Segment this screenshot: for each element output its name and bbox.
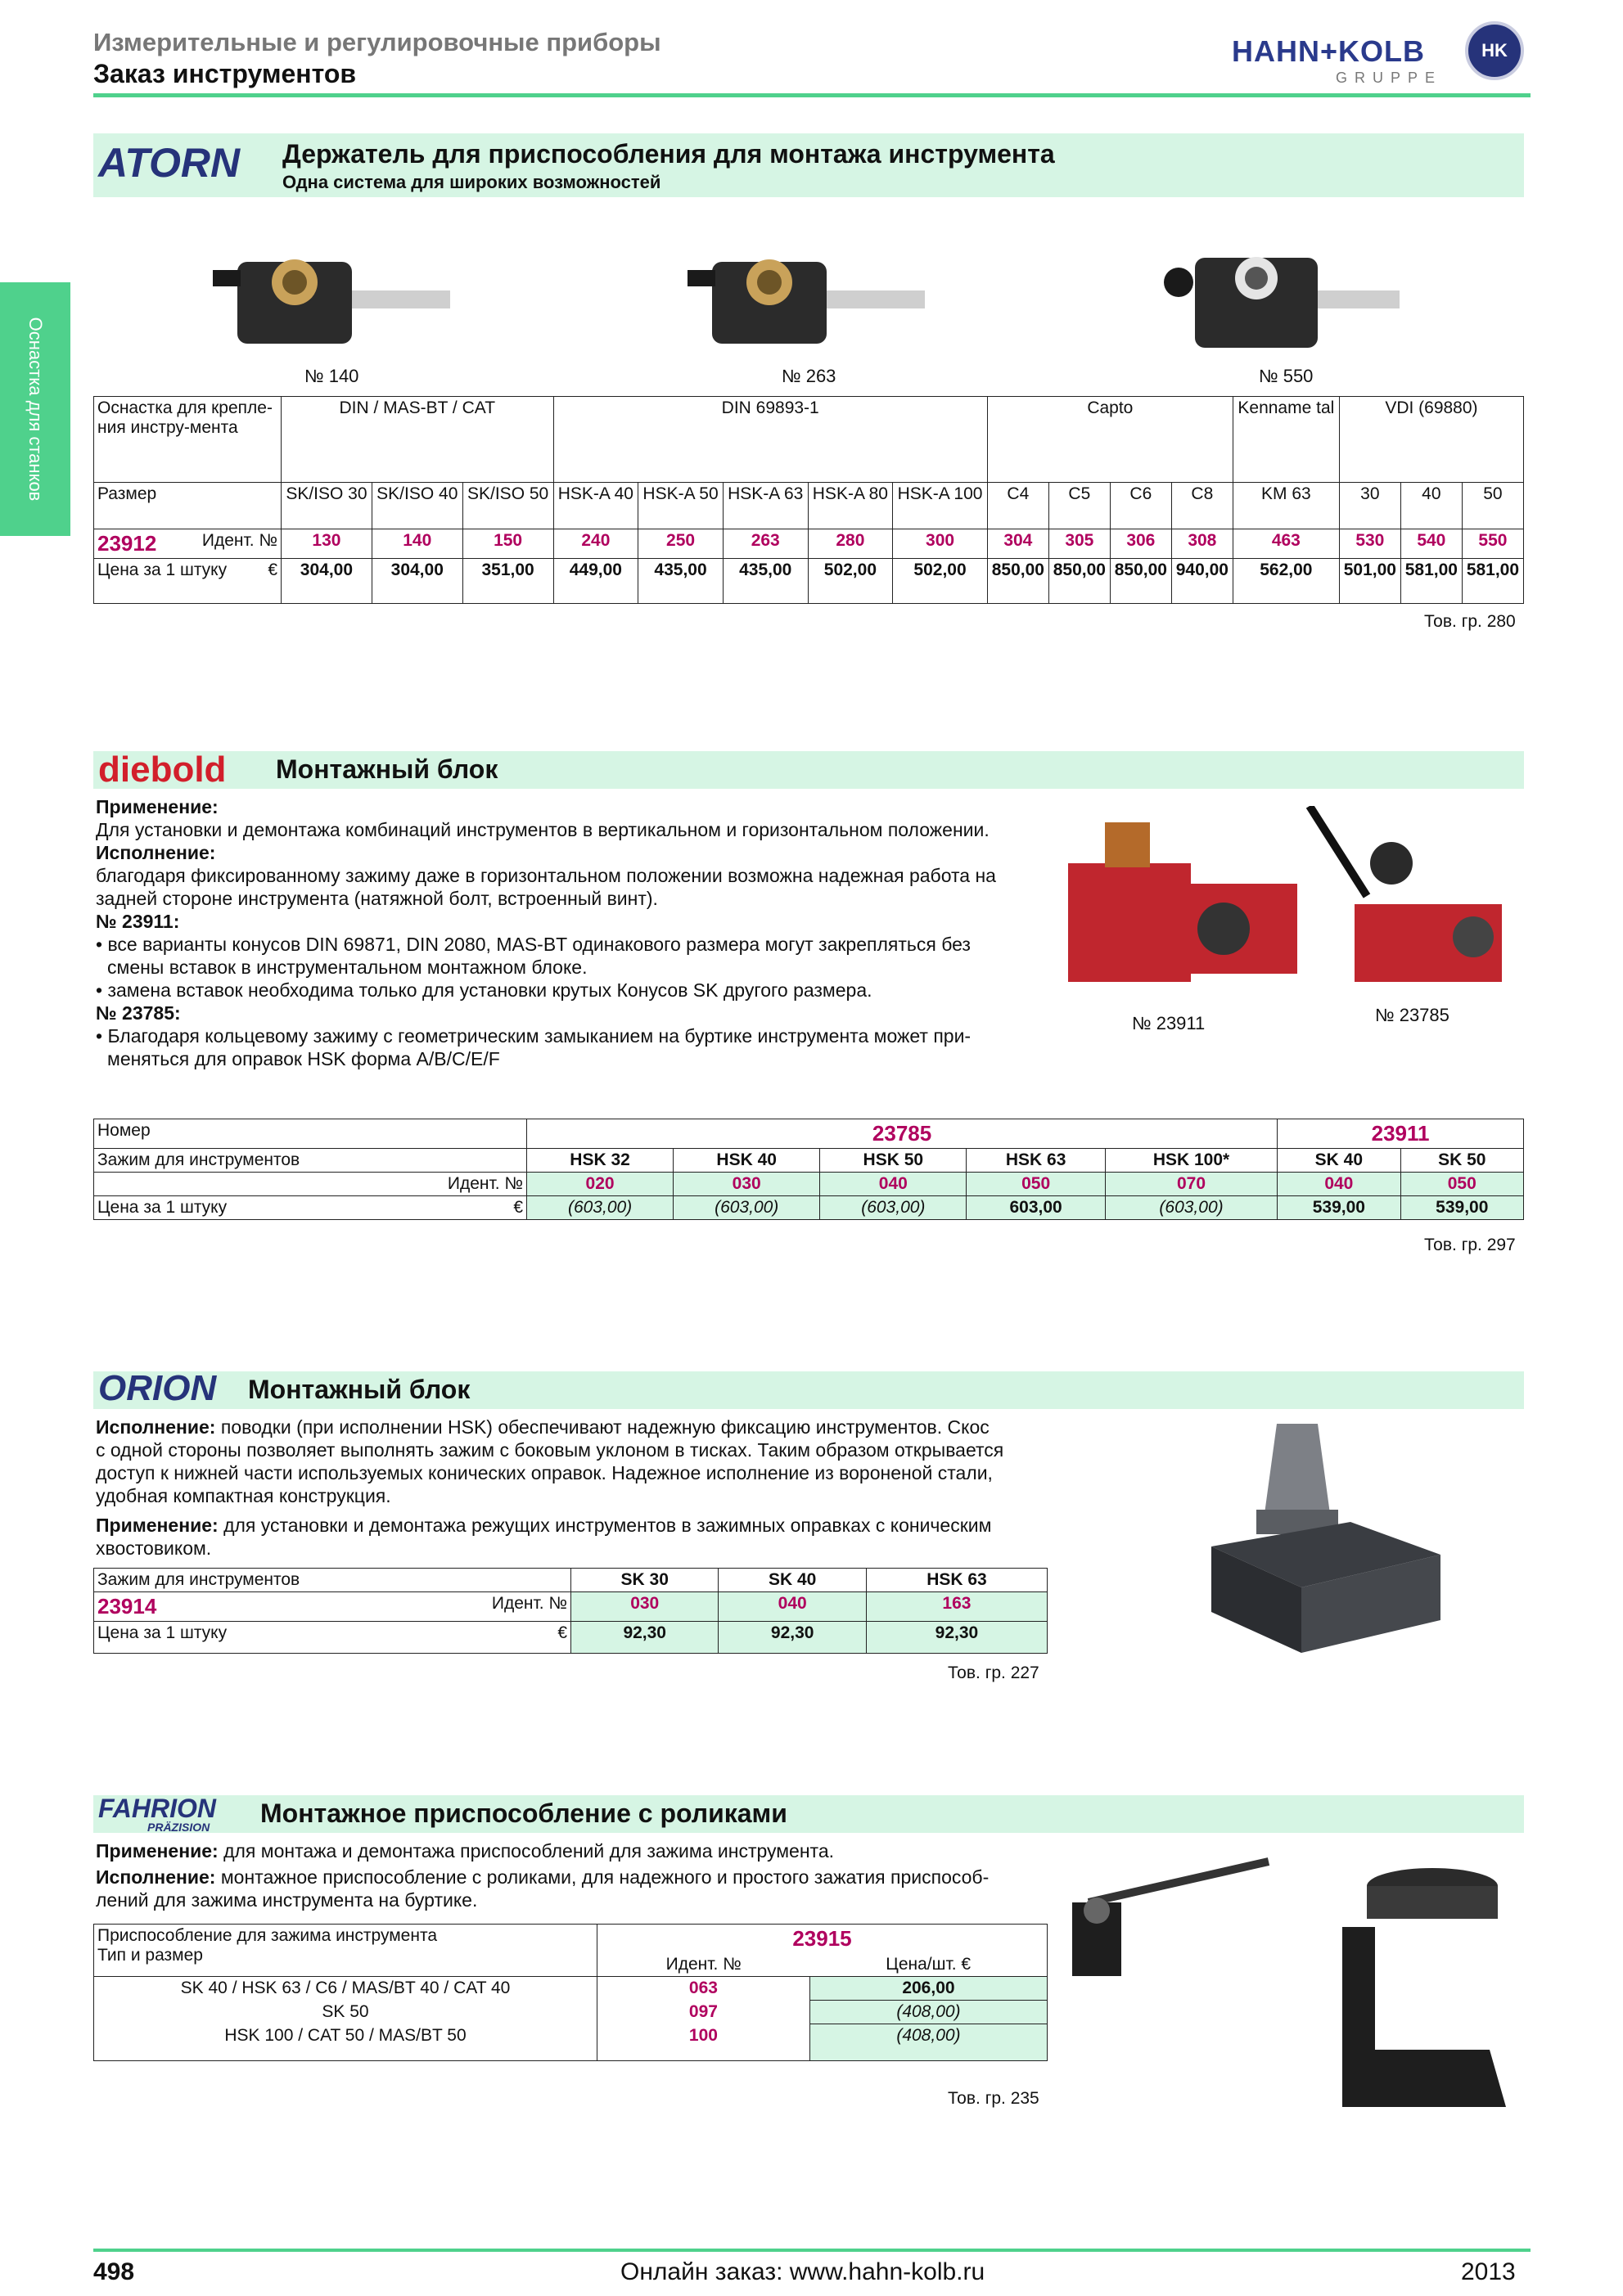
ident-cell: 070 bbox=[1105, 1173, 1277, 1196]
article-number: 23785 bbox=[527, 1119, 1278, 1149]
price-cell: 850,00 bbox=[987, 559, 1048, 604]
fahrion-logo: FAHRION bbox=[98, 1794, 216, 1823]
article-cell bbox=[94, 1592, 571, 1622]
price-cell: (603,00) bbox=[1105, 1196, 1277, 1220]
ident-cell: 050 bbox=[967, 1173, 1106, 1196]
table-row bbox=[94, 559, 1524, 604]
row-label-size: Размер bbox=[94, 483, 282, 529]
clamp-cell: HSK 63 bbox=[866, 1569, 1047, 1592]
price-cell: 304,00 bbox=[372, 559, 462, 604]
price-cell: 435,00 bbox=[638, 559, 724, 604]
ident-cell: 306 bbox=[1110, 529, 1171, 559]
price-cell: (603,00) bbox=[820, 1196, 967, 1220]
group-header: Capto bbox=[987, 397, 1233, 483]
size-cell: C6 bbox=[1110, 483, 1171, 529]
app-text: Для установки и демонтажа комбинаций инструментов в вертикальном и горизонтальном положении. bbox=[96, 819, 990, 840]
price-cell: 502,00 bbox=[808, 559, 893, 604]
bullet-text: • все варианты конусов DIN 69871, DIN 2080, MAS-BT одинакового размера могут закрепляться без bbox=[96, 934, 971, 955]
table-row bbox=[94, 2024, 1048, 2061]
table-row bbox=[94, 397, 1524, 483]
order-link[interactable]: Онлайн заказ: www.hahn-kolb.ru bbox=[620, 2258, 985, 2285]
price-label: Цена за 1 штуку bbox=[97, 560, 228, 579]
table-row bbox=[94, 483, 1524, 529]
table-row bbox=[94, 2001, 1048, 2024]
ident-label: Идент. № bbox=[491, 1594, 567, 1613]
ident-cell: 040 bbox=[820, 1173, 967, 1196]
price-label-cell bbox=[94, 559, 282, 604]
app-text: хвостовиком. bbox=[96, 1537, 212, 1559]
row-label-number: Номер bbox=[94, 1119, 527, 1149]
hahn-kolb-logo-text: HAHN+KOLB bbox=[1232, 34, 1426, 68]
ident-cell: 463 bbox=[1233, 529, 1339, 559]
logo-gruppe: GRUPPE bbox=[1336, 70, 1443, 86]
clamp-cell: HSK 32 bbox=[527, 1149, 674, 1173]
ident-cell: 550 bbox=[1462, 529, 1523, 559]
section3-title: Монтажный блок bbox=[248, 1375, 471, 1404]
app-label: Применение: bbox=[96, 796, 219, 817]
exec-text: задней стороне инструмента (натяжной болт, встроенный винт). bbox=[96, 888, 658, 909]
clamp-cell: SK 40 bbox=[1278, 1149, 1400, 1173]
size-cell: HSK-A 40 bbox=[553, 483, 638, 529]
row-label-clamp: Зажим для инструментов bbox=[94, 1149, 527, 1173]
size-cell: SK/ISO 30 bbox=[282, 483, 372, 529]
price-cell: 603,00 bbox=[967, 1196, 1106, 1220]
ident-cell: 240 bbox=[553, 529, 638, 559]
ident-cell: 063 bbox=[597, 1977, 810, 2001]
section1-subtitle: Одна система для широких возможностей bbox=[282, 172, 661, 192]
article-number: 23914 bbox=[97, 1594, 157, 1618]
price-cell: 92,30 bbox=[719, 1622, 866, 1654]
header-divider bbox=[93, 93, 1531, 97]
exec-label: Исполнение: bbox=[96, 842, 216, 863]
ident-cell: 050 bbox=[1400, 1173, 1523, 1196]
page-number: 498 bbox=[93, 2258, 135, 2285]
price-label: Цена за 1 штуку bbox=[97, 1623, 228, 1642]
currency-symbol: € bbox=[268, 560, 277, 579]
price-cell: 435,00 bbox=[723, 559, 808, 604]
product-group: Тов. гр. 227 bbox=[948, 1663, 1039, 1682]
exec-text: поводки (при исполнении HSK) обеспечивают надежную фиксацию инструментов. Скос bbox=[215, 1416, 990, 1438]
price-cell: 850,00 bbox=[1048, 559, 1110, 604]
price-cell: 940,00 bbox=[1171, 559, 1233, 604]
ident-cell: 280 bbox=[808, 529, 893, 559]
ident-cell: 263 bbox=[723, 529, 808, 559]
price-cell: 449,00 bbox=[553, 559, 638, 604]
currency-symbol: € bbox=[557, 1623, 567, 1642]
caption-550: № 550 bbox=[1259, 366, 1314, 386]
price-cell: 539,00 bbox=[1400, 1196, 1523, 1220]
size-cell: SK/ISO 40 bbox=[372, 483, 462, 529]
app-text: для установки и демонтажа режущих инструментов в зажимных оправках с коническим bbox=[218, 1515, 992, 1536]
mounting-block-images bbox=[1064, 806, 1522, 1015]
side-tab-label: Оснастка для станков bbox=[25, 317, 46, 502]
size-cell: HSK-A 80 bbox=[808, 483, 893, 529]
size-cell: C5 bbox=[1048, 483, 1110, 529]
table-row bbox=[94, 529, 1524, 559]
header-subtitle: Измерительные и регулировочные приборы bbox=[93, 28, 661, 56]
size-cell: C4 bbox=[987, 483, 1048, 529]
ident-cell: 100 bbox=[597, 2024, 810, 2061]
footer-divider bbox=[93, 2249, 1531, 2252]
bullet-text: меняться для оправок HSK форма A/B/C/E/F bbox=[107, 1048, 500, 1069]
price-cell: 92,30 bbox=[571, 1622, 719, 1654]
app-label: Применение: bbox=[96, 1515, 219, 1536]
app-label: Применение: bbox=[96, 1840, 219, 1862]
size-cell: HSK-A 100 bbox=[893, 483, 988, 529]
hk-logo-icon: HK bbox=[1465, 21, 1524, 80]
clamp-cell: HSK 40 bbox=[674, 1149, 820, 1173]
currency-symbol: € bbox=[513, 1198, 523, 1217]
holder-140-image bbox=[205, 233, 467, 356]
ident-cell: 040 bbox=[1278, 1173, 1400, 1196]
group-header: VDI (69880) bbox=[1339, 397, 1523, 483]
fixture-type: HSK 100 / CAT 50 / MAS/BT 50 bbox=[94, 2024, 597, 2061]
n2-label: № 23785: bbox=[96, 1002, 181, 1024]
fixture-type: SK 50 bbox=[94, 2001, 597, 2024]
table-row bbox=[94, 1622, 1048, 1654]
ident-cell: 097 bbox=[597, 2001, 810, 2024]
diebold-logo: diebold bbox=[98, 750, 227, 790]
fixture-head-line2: Тип и размер bbox=[97, 1946, 203, 1965]
size-cell: 40 bbox=[1400, 483, 1462, 529]
table-row bbox=[94, 1592, 1048, 1622]
ident-cell: 300 bbox=[893, 529, 988, 559]
size-cell: C8 bbox=[1171, 483, 1233, 529]
n1-label: № 23911: bbox=[96, 911, 180, 932]
article-cell bbox=[94, 529, 282, 559]
price-cell: 304,00 bbox=[282, 559, 372, 604]
ident-cell: 530 bbox=[1339, 529, 1400, 559]
price-cell: 562,00 bbox=[1233, 559, 1339, 604]
year: 2013 bbox=[1461, 2258, 1516, 2285]
side-tab bbox=[0, 282, 70, 536]
bullet-text: • Благодаря кольцевому зажиму с геометрическим замыканием на буртике инструмента может при- bbox=[96, 1025, 972, 1047]
caption-23911: № 23911 bbox=[1132, 1013, 1206, 1033]
price-label: Цена за 1 штуку bbox=[97, 1198, 228, 1217]
table-row bbox=[94, 1149, 1524, 1173]
price-cell: 206,00 bbox=[809, 1977, 1047, 2001]
price-label-cell bbox=[94, 1196, 527, 1220]
ident-cell: 040 bbox=[719, 1592, 866, 1622]
table-row bbox=[94, 1196, 1524, 1220]
ident-cell: 150 bbox=[462, 529, 553, 559]
ident-cell: 304 bbox=[987, 529, 1048, 559]
row-label-tooling: Оснастка для крепле-ния инстру-мента bbox=[94, 397, 282, 483]
article-number: 23915 bbox=[597, 1925, 1048, 1954]
exec-text: лений для зажима инструмента на буртике. bbox=[96, 1889, 478, 1911]
size-cell: 50 bbox=[1462, 483, 1523, 529]
exec-label: Исполнение: bbox=[96, 1416, 216, 1438]
size-cell: HSK-A 63 bbox=[723, 483, 808, 529]
fixture-type: SK 40 / HSK 63 / C6 / MAS/BT 40 / CAT 40 bbox=[94, 1977, 597, 2001]
diebold-table bbox=[93, 1119, 1524, 1220]
exec-text: монтажное приспособление с роликами, для надежного и простого зажатия приспособ- bbox=[215, 1866, 990, 1888]
app-text: для монтажа и демонтажа приспособлений для зажима инструмента. bbox=[218, 1840, 835, 1862]
size-cell: HSK-A 50 bbox=[638, 483, 724, 529]
size-cell: SK/ISO 50 bbox=[462, 483, 553, 529]
ident-cell: 540 bbox=[1400, 529, 1462, 559]
holder-550-image bbox=[1146, 233, 1408, 356]
exec-text: доступ к нижней части используемых конических оправок. Надежное исполнение из вороненой стали, bbox=[96, 1462, 993, 1483]
exec-text: с одной стороны позволяет выполнять зажим с боковым уклоном в тисках. Таким образом открывается bbox=[96, 1439, 1004, 1461]
price-cell: 539,00 bbox=[1278, 1196, 1400, 1220]
caption-140: № 140 bbox=[304, 366, 359, 386]
atorn-table bbox=[93, 396, 1524, 604]
col-ident-header: Идент. № bbox=[597, 1953, 810, 1977]
price-cell: (408,00) bbox=[809, 2024, 1047, 2061]
section4-description bbox=[96, 1839, 1049, 1911]
price-cell: 581,00 bbox=[1400, 559, 1462, 604]
price-cell: 502,00 bbox=[893, 559, 988, 604]
price-cell: (603,00) bbox=[674, 1196, 820, 1220]
ident-cell: 030 bbox=[674, 1173, 820, 1196]
fahrion-logo-sub: PRÄZISION bbox=[147, 1821, 210, 1834]
group-header: Kenname tal bbox=[1233, 397, 1339, 483]
group-header: DIN / MAS-BT / CAT bbox=[282, 397, 554, 483]
exec-text: удобная компактная конструкция. bbox=[96, 1485, 391, 1506]
table-row bbox=[94, 1173, 1524, 1196]
article-number: 23911 bbox=[1278, 1119, 1524, 1149]
caption-263: № 263 bbox=[782, 366, 836, 386]
exec-label: Исполнение: bbox=[96, 1866, 216, 1888]
section4-title: Монтажное приспособление с роликами bbox=[260, 1799, 787, 1828]
ident-cell: 305 bbox=[1048, 529, 1110, 559]
section2-title: Монтажный блок bbox=[276, 754, 498, 784]
fixture-head-line1: Приспособление для зажима инструмента bbox=[97, 1926, 438, 1945]
price-cell: 92,30 bbox=[866, 1622, 1047, 1654]
price-cell: 581,00 bbox=[1462, 559, 1523, 604]
size-cell: 30 bbox=[1339, 483, 1400, 529]
table-row bbox=[94, 1119, 1524, 1149]
ident-cell: 030 bbox=[571, 1592, 719, 1622]
bullet-text: смены вставок в инструментальном монтажном блоке. bbox=[107, 957, 588, 978]
price-cell: (408,00) bbox=[809, 2001, 1047, 2024]
holder-263-image bbox=[679, 233, 941, 356]
product-group: Тов. гр. 280 bbox=[1424, 612, 1516, 631]
price-cell: 351,00 bbox=[462, 559, 553, 604]
section3-description bbox=[96, 1416, 1049, 1560]
bullet-text: • замена вставок необходима только для установки крутых Конусов SK другого размера. bbox=[96, 979, 872, 1001]
fixture-header bbox=[94, 1925, 597, 1977]
orion-block-image bbox=[1187, 1416, 1457, 1661]
article-number: 23912 bbox=[97, 531, 157, 556]
table-row bbox=[94, 1977, 1048, 2001]
price-cell: (603,00) bbox=[527, 1196, 674, 1220]
size-cell: KM 63 bbox=[1233, 483, 1339, 529]
table-row bbox=[94, 1925, 1048, 1954]
ident-cell: 140 bbox=[372, 529, 462, 559]
price-label-cell bbox=[94, 1622, 571, 1654]
price-cell: 850,00 bbox=[1110, 559, 1171, 604]
section2-description bbox=[96, 795, 1045, 1070]
ident-cell: 020 bbox=[527, 1173, 674, 1196]
caption-23785: № 23785 bbox=[1375, 1005, 1449, 1025]
ident-cell: 308 bbox=[1171, 529, 1233, 559]
clamp-cell: HSK 63 bbox=[967, 1149, 1106, 1173]
product-group: Тов. гр. 235 bbox=[948, 2089, 1039, 2108]
ident-label: Идент. № bbox=[201, 531, 277, 550]
table-row bbox=[94, 1569, 1048, 1592]
exec-text: благодаря фиксированному зажиму даже в горизонтальном положении возможна надежная работа на bbox=[96, 865, 996, 886]
roller-fixture-images bbox=[1064, 1845, 1522, 2115]
ident-cell: 163 bbox=[866, 1592, 1047, 1622]
ident-cell: 250 bbox=[638, 529, 724, 559]
group-header: DIN 69893-1 bbox=[553, 397, 987, 483]
fahrion-table bbox=[93, 1924, 1048, 2061]
clamp-cell: HSK 100* bbox=[1105, 1149, 1277, 1173]
clamp-cell: SK 30 bbox=[571, 1569, 719, 1592]
atorn-logo: ATORN bbox=[98, 140, 241, 186]
col-price-header: Цена/шт. € bbox=[809, 1953, 1047, 1977]
product-group: Тов. гр. 297 bbox=[1424, 1236, 1516, 1254]
section1-title: Держатель для приспособления для монтажа инструмента bbox=[282, 139, 1055, 169]
price-cell: 501,00 bbox=[1339, 559, 1400, 604]
clamp-cell: HSK 50 bbox=[820, 1149, 967, 1173]
row-label-clamp: Зажим для инструментов bbox=[94, 1569, 571, 1592]
orion-table bbox=[93, 1568, 1048, 1654]
ident-label: Идент. № bbox=[94, 1173, 527, 1196]
ident-cell: 130 bbox=[282, 529, 372, 559]
orion-logo: ORION bbox=[98, 1368, 217, 1408]
clamp-cell: SK 50 bbox=[1400, 1149, 1523, 1173]
clamp-cell: SK 40 bbox=[719, 1569, 866, 1592]
page-title: Заказ инструментов bbox=[93, 59, 357, 88]
